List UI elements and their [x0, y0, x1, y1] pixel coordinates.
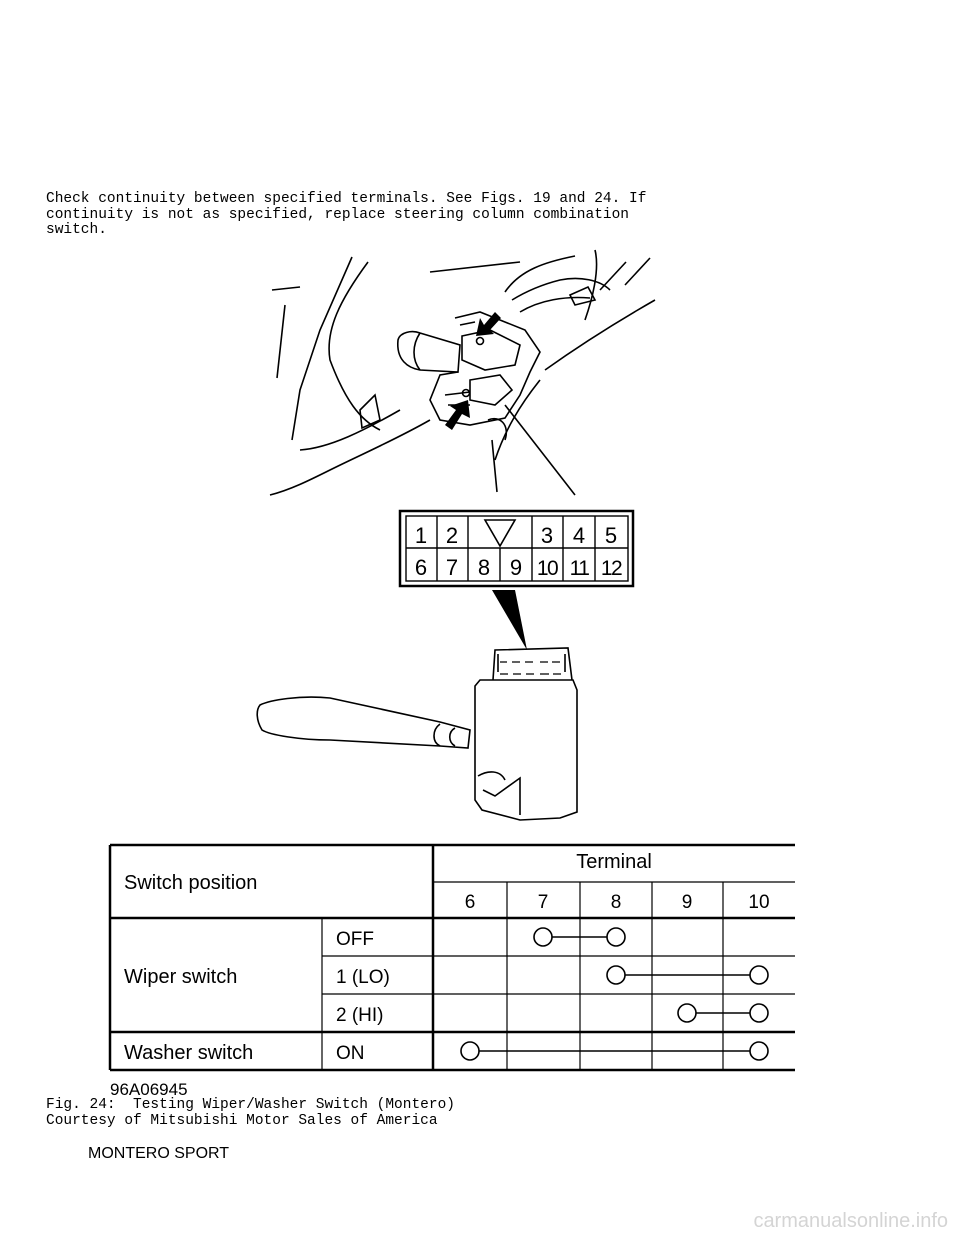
terminal-7: 7	[445, 555, 459, 580]
steering-column-illustration	[270, 250, 655, 495]
header-terminal: Terminal	[576, 851, 652, 873]
position-hi: 2 (HI)	[336, 1005, 384, 1026]
terminal-1: 1	[414, 523, 428, 548]
continuity-circle-7	[534, 928, 552, 946]
terminal-header-8: 8	[610, 892, 622, 913]
terminal-header-10: 10	[748, 892, 770, 913]
continuity-table	[110, 845, 795, 1070]
terminal-5: 5	[604, 523, 618, 548]
pointer-icon	[492, 590, 527, 650]
terminal-11: 11	[569, 557, 589, 580]
position-lo: 1 (LO)	[336, 967, 390, 988]
watermark: carmanualsonline.info	[753, 1210, 948, 1232]
continuity-circle-8	[607, 928, 625, 946]
connector-face	[400, 511, 633, 586]
terminal-9: 9	[509, 555, 523, 580]
terminal-6: 6	[414, 555, 428, 580]
position-off: OFF	[336, 929, 374, 950]
terminal-header-6: 6	[464, 892, 476, 913]
terminal-4: 4	[572, 523, 586, 548]
continuity-circle-10	[750, 1042, 768, 1060]
figure-id: 96A06945	[110, 1080, 188, 1099]
terminal-12: 12	[600, 557, 622, 580]
header-switch-position: Switch position	[124, 872, 258, 894]
terminal-2: 2	[445, 523, 459, 548]
terminal-header-7: 7	[537, 892, 549, 913]
figure-caption: Fig. 24: Testing Wiper/Washer Switch (Montero) Courtesy of Mitsubishi Motor Sales of America	[46, 1097, 455, 1129]
group-wiper-switch: Wiper switch	[124, 966, 238, 988]
position-on: ON	[336, 1043, 365, 1064]
terminal-10: 10	[536, 557, 558, 580]
terminal-header-9: 9	[681, 892, 693, 913]
footer-model: MONTERO SPORT	[88, 1145, 230, 1162]
continuity-circle-8	[607, 966, 625, 984]
intro-paragraph: Check continuity between specified terminals. See Figs. 19 and 24. If continuity is not as specified, replace steering column combination switch.	[46, 191, 647, 238]
continuity-circle-9	[678, 1004, 696, 1022]
continuity-circle-10	[750, 1004, 768, 1022]
continuity-circle-10	[750, 966, 768, 984]
continuity-circle-6	[461, 1042, 479, 1060]
group-washer-switch: Washer switch	[124, 1042, 254, 1064]
switch-assembly-illustration	[257, 648, 577, 820]
terminal-3: 3	[540, 523, 554, 548]
terminal-8: 8	[477, 555, 491, 580]
